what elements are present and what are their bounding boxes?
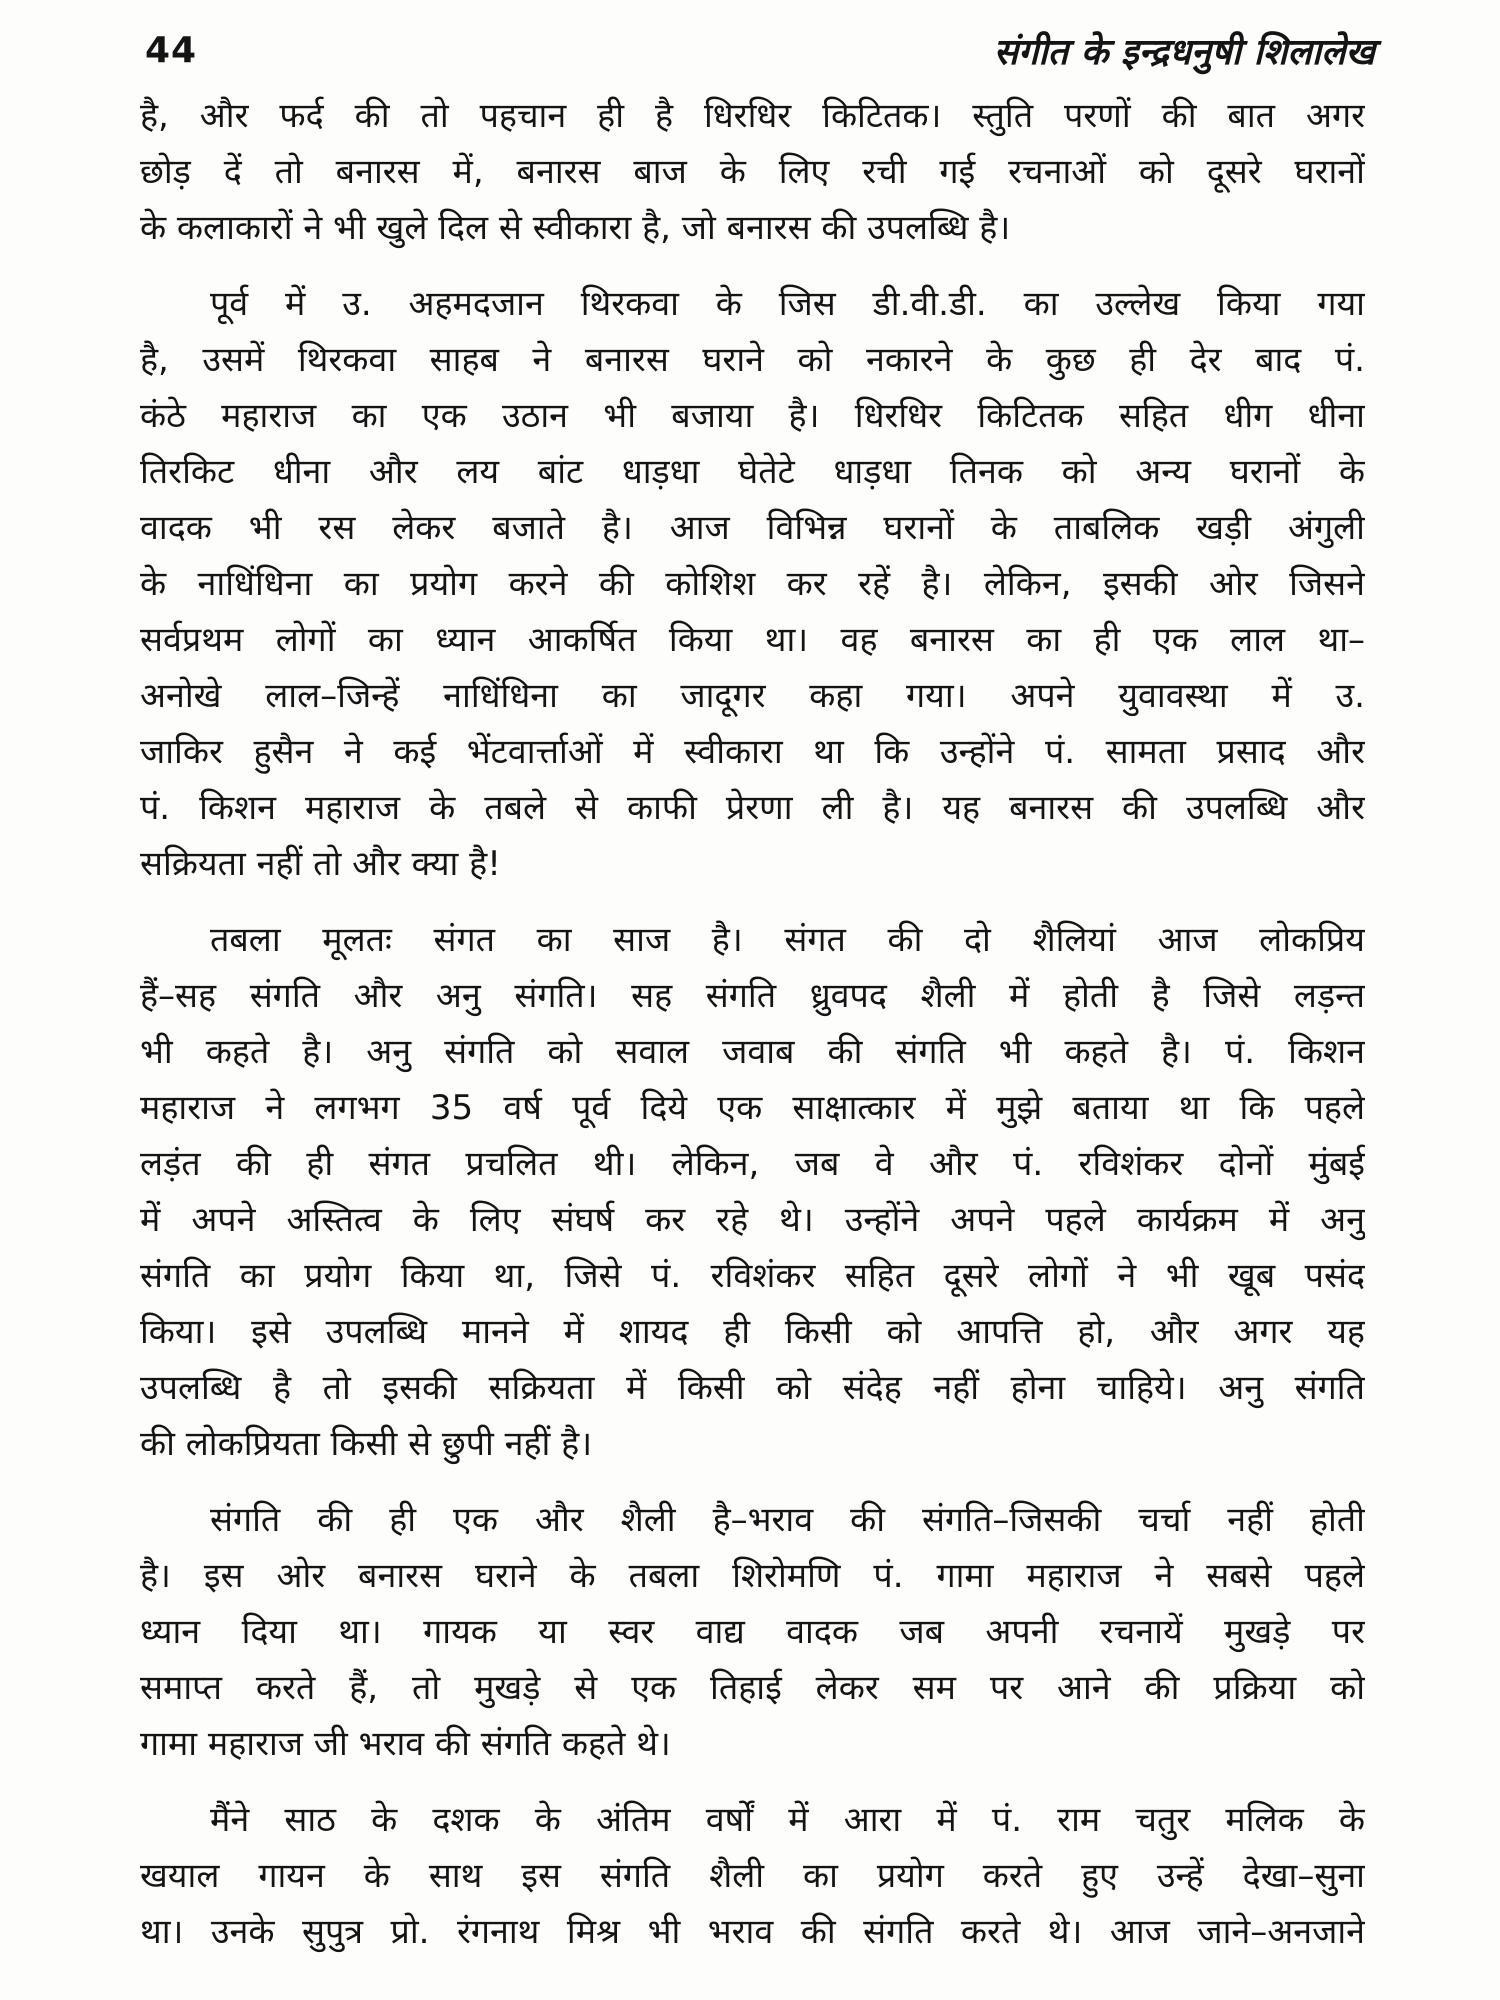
text-line: पं. किशन महाराज के तबले से काफी प्रेरणा ली है। यह बनारस की उपलब्धि और xyxy=(140,788,1365,828)
text-line: में अपने अस्तित्व के लिए संघर्ष कर रहे थे। उन्होंने अपने पहले कार्यक्रम में अनु xyxy=(140,1200,1365,1240)
text-line: था। उनके सुपुत्र प्रो. रंगनाथ मिश्र भी भराव की संगति करते थे। आज जाने–अनजाने xyxy=(140,1912,1365,1952)
text-line: सर्वप्रथम लोगों का ध्यान आकर्षित किया था। वह बनारस का ही एक लाल था– xyxy=(140,620,1365,660)
text-line: किया। इसे उपलब्धि मानने में शायद ही किसी को आपत्ति हो, और अगर यह xyxy=(140,1312,1365,1352)
text-line: मैंने साठ के दशक के अंतिम वर्षों में आरा में पं. राम चतुर मलिक के xyxy=(210,1800,1365,1840)
text-line: उपलब्धि है तो इसकी सक्रियता में किसी को संदेह नहीं होना चाहिये। अनु संगति xyxy=(140,1368,1365,1408)
text-line: सक्रियता नहीं तो और क्या है! xyxy=(140,844,501,884)
text-line: तिरकिट धीना और लय बांट धाड़धा घेतेटे धाड़धा तिनक को अन्य घरानों के xyxy=(140,452,1365,492)
paragraph xyxy=(140,276,1365,892)
page-header xyxy=(145,22,1375,78)
text-line: संगति की ही एक और शैली है–भराव की संगति–जिसकी चर्चा नहीं होती xyxy=(210,1500,1365,1540)
text-line: है। इस ओर बनारस घराने के तबला शिरोमणि पं. गामा महाराज ने सबसे पहले xyxy=(140,1556,1365,1596)
text-line: पूर्व में उ. अहमदजान थिरकवा के जिस डी.वी.डी. का उल्लेख किया गया xyxy=(210,284,1365,324)
text-line: है, और फर्द की तो पहचान ही है धिरधिर किटितक। स्तुति परणों की बात अगर xyxy=(140,96,1365,136)
text-line: अनोखे लाल–जिन्हें नाधिंधिना का जादूगर कहा गया। अपने युवावस्था में उ. xyxy=(140,676,1365,716)
text-line: हैं–सह संगति और अनु संगति। सह संगति ध्रुवपद शैली में होती है जिसे लड़न्त xyxy=(140,976,1365,1016)
paragraph xyxy=(140,88,1365,256)
text-line: की लोकप्रियता किसी से छुपी नहीं है। xyxy=(140,1424,593,1464)
text-line: जाकिर हुसैन ने कई भेंटवार्त्ताओं में स्वीकारा था कि उन्होंने पं. सामता प्रसाद और xyxy=(140,732,1365,772)
text-line: लड़ंत की ही संगत प्रचलित थी। लेकिन, जब वे और पं. रविशंकर दोनों मुंबई xyxy=(140,1144,1365,1184)
page-number: 44 xyxy=(145,29,198,71)
text-line: गामा महाराज जी भराव की संगति कहते थे। xyxy=(140,1724,671,1764)
text-line: महाराज ने लगभग 35 वर्ष पूर्व दिये एक साक्षात्कार में मुझे बताया था कि पहले xyxy=(140,1088,1365,1128)
paragraph xyxy=(140,912,1365,1472)
text-line: के नाधिंधिना का प्रयोग करने की कोशिश कर रहें है। लेकिन, इसकी ओर जिसने xyxy=(140,564,1365,604)
text-line: तबला मूलतः संगत का साज है। संगत की दो शैलियां आज लोकप्रिय xyxy=(210,920,1365,960)
text-line: ध्यान दिया था। गायक या स्वर वाद्य वादक जब अपनी रचनायें मुखड़े पर xyxy=(140,1612,1365,1652)
text-line: संगति का प्रयोग किया था, जिसे पं. रविशंकर सहित दूसरे लोगों ने भी खूब पसंद xyxy=(140,1256,1365,1296)
text-line: है, उसमें थिरकवा साहब ने बनारस घराने को नकारने के कुछ ही देर बाद पं. xyxy=(140,340,1365,380)
paragraph xyxy=(140,1792,1365,1960)
body-text xyxy=(140,88,1365,1980)
text-line: के कलाकारों ने भी खुले दिल से स्वीकारा है, जो बनारस की उपलब्धि है। xyxy=(140,208,1011,248)
text-line: वादक भी रस लेकर बजाते है। आज विभिन्न घरानों के ताबलिक खड़ी अंगुली xyxy=(140,508,1365,548)
running-title: संगीत के इन्द्रधनुषी शिलालेख xyxy=(993,31,1375,73)
paragraph xyxy=(140,1492,1365,1772)
text-line: भी कहते है। अनु संगति को सवाल जवाब की संगति भी कहते है। पं. किशन xyxy=(140,1032,1365,1072)
text-line: खयाल गायन के साथ इस संगति शैली का प्रयोग करते हुए उन्हें देखा–सुना xyxy=(140,1856,1365,1896)
text-line: समाप्त करते हैं, तो मुखड़े से एक तिहाई लेकर सम पर आने की प्रक्रिया को xyxy=(140,1668,1365,1708)
text-line: कंठे महाराज का एक उठान भी बजाया है। धिरधिर किटितक सहित धीग धीना xyxy=(140,396,1365,436)
text-line: छोड़ दें तो बनारस में, बनारस बाज के लिए रची गई रचनाओं को दूसरे घरानों xyxy=(140,152,1365,192)
